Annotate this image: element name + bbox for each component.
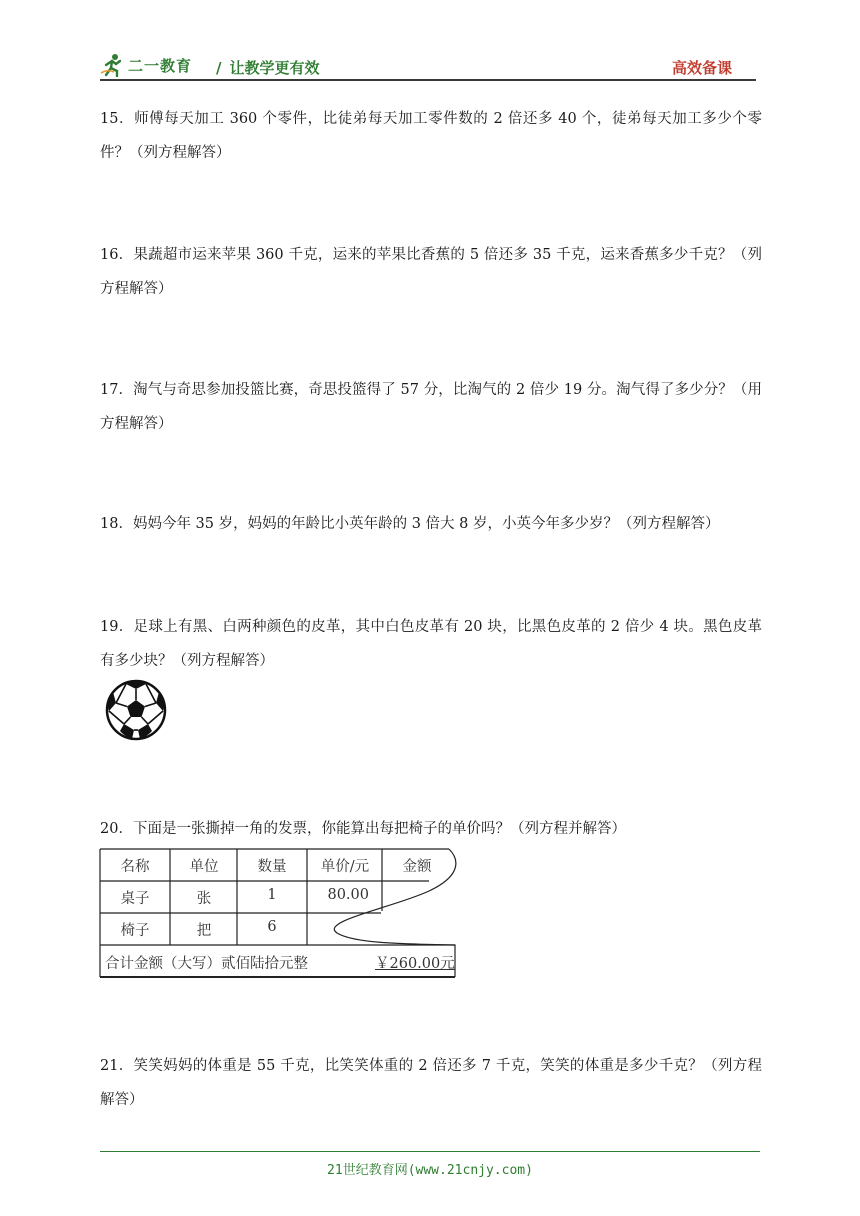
torn-invoice <box>99 847 459 981</box>
footer-divider <box>100 1151 760 1152</box>
invoice-total-value: ￥260.00元 <box>375 956 455 972</box>
question-19: 19．足球上有黑、白两种颜色的皮革，其中白色皮革有 20 块，比黑色皮革的 2 倍少 4 块。黑色皮革有多少块？（列方程解答） <box>100 619 762 669</box>
question-15: 15．师傅每天加工 360 个零件，比徒弟每天加工零件数的 2 倍还多 40 个，徒弟每天加工多少个零件？（列方程解答） <box>100 111 762 161</box>
invoice-row-chair-name: 椅子 <box>120 923 150 939</box>
invoice-row-desk-unit: 张 <box>196 891 212 907</box>
invoice-row-chair-quantity: 6 <box>267 919 277 935</box>
logo-text: 二一教育 <box>128 56 193 75</box>
invoice-header-name: 名称 <box>120 859 150 875</box>
invoice-header-unit: 单位 <box>189 859 219 875</box>
question-16: 16．果蔬超市运来苹果 360 千克，运来的苹果比香蕉的 5 倍还多 35 千克，运来香蕉多少千克？（列方程解答） <box>100 247 762 297</box>
header-slogan <box>216 57 320 78</box>
invoice-row-desk-quantity: 1 <box>267 887 277 903</box>
invoice-header-unit-price: 单价/元 <box>320 859 370 875</box>
question-21: 21．笑笑妈妈的体重是 55 千克，比笑笑体重的 2 倍还多 7 千克，笑笑的体重是多少千克？（列方程解答） <box>100 1058 762 1108</box>
invoice-total-label: 合计金额（大写）贰佰陆拾元整 <box>105 956 308 972</box>
logo <box>100 52 192 78</box>
slogan-text: 让教学更有效 <box>229 59 320 77</box>
invoice-header-amount: 金额 <box>402 859 432 875</box>
soccer-ball-image <box>104 678 168 742</box>
question-20: 20．下面是一张撕掉一角的发票，你能算出每把椅子的单价吗？（列方程并解答） <box>100 821 626 837</box>
header-tag: 高效备课 <box>671 59 732 77</box>
question-17: 17．淘气与奇思参加投篮比赛，奇思投篮得了 57 分，比淘气的 2 倍少 19 分。淘气得了多少分？（用方程解答） <box>100 382 762 432</box>
invoice-row-desk-name: 桌子 <box>120 891 150 907</box>
invoice-row-desk-price: 80.00 <box>327 887 369 903</box>
invoice-row-chair-unit: 把 <box>196 923 212 939</box>
header-divider <box>100 79 756 81</box>
question-18: 18．妈妈今年 35 岁，妈妈的年龄比小英年龄的 3 倍大 8 岁，小英今年多少岁？（列方程解答） <box>100 516 720 532</box>
runner-logo-icon <box>100 53 124 77</box>
invoice-header-quantity: 数量 <box>257 859 287 875</box>
page-header <box>100 52 760 82</box>
slogan-slash: / <box>216 59 222 77</box>
footer-source: 21世纪教育网(www.21cnjy.com) <box>327 1163 533 1178</box>
